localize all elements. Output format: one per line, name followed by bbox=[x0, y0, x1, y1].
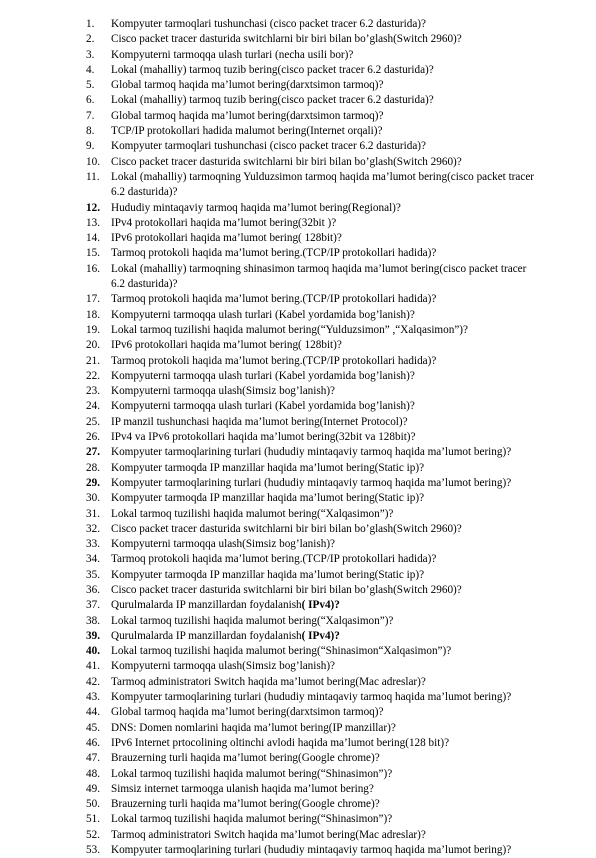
list-item bbox=[0, 445, 596, 460]
list-item bbox=[0, 568, 596, 583]
list-item bbox=[0, 690, 596, 705]
question-text: Cisco packet tracer dasturida switchlarni bir biri bilan bo’glash(Switch 2960)? bbox=[111, 583, 462, 596]
list-item bbox=[0, 828, 596, 843]
question-text: Lokal tarmoq tuzilishi haqida malumot bering(“Shinasimon”)? bbox=[111, 813, 393, 826]
question-text: Tarmoq administratori Switch haqida ma’lumot bering(Mac adreslar)? bbox=[111, 828, 426, 841]
item-number: 33. bbox=[86, 538, 100, 551]
item-number: 16. bbox=[86, 262, 100, 275]
list-item bbox=[0, 476, 596, 491]
item-number: 3. bbox=[86, 48, 95, 61]
item-number: 29. bbox=[86, 476, 100, 489]
question-text: Kompyuter tarmoqlarining turlari (hududiy mintaqaviy tarmoq haqida ma’lumot bering)? bbox=[111, 844, 512, 857]
question-text: Qurulmalarda IP manzillardan foydalanish bbox=[111, 599, 302, 612]
list-item bbox=[0, 644, 596, 659]
question-text: Hududiy mintaqaviy tarmoq haqida ma’lumot bering(Regional)? bbox=[111, 201, 401, 214]
question-text: Global tarmoq haqida ma’lumot bering(darxtsimon tarmoq)? bbox=[111, 706, 384, 719]
list-item bbox=[0, 721, 596, 736]
list-item bbox=[0, 231, 596, 246]
item-number: 15. bbox=[86, 247, 100, 260]
list-item bbox=[0, 461, 596, 476]
list-item bbox=[0, 201, 596, 216]
item-number: 40. bbox=[86, 645, 100, 658]
item-number: 20. bbox=[86, 339, 100, 352]
question-text: IPv6 Internet prtocolining oltinchi avlodi haqida ma’lumot bering(128 bit)? bbox=[111, 736, 450, 749]
list-item bbox=[0, 292, 596, 307]
question-text: Kompyuterni tarmoqqa ulash turlari (Kabel yordamida bog’lanish)? bbox=[111, 369, 415, 382]
list-item bbox=[0, 369, 596, 384]
item-number: 50. bbox=[86, 798, 100, 811]
list-item bbox=[0, 139, 596, 154]
item-number: 7. bbox=[86, 109, 95, 122]
item-number: 17. bbox=[86, 293, 100, 306]
list-item bbox=[0, 216, 596, 231]
list-item bbox=[0, 415, 596, 430]
question-text: Lokal tarmoq tuzilishi haqida malumot bering(“Xalqasimon”)? bbox=[111, 614, 394, 627]
item-number: 51. bbox=[86, 813, 100, 826]
list-item bbox=[0, 323, 596, 338]
list-item bbox=[0, 782, 596, 797]
question-text: Kompyuter tarmoqlarining turlari (hududiy mintaqaviy tarmoq haqida ma’lumot bering)? bbox=[111, 446, 512, 459]
list-item bbox=[0, 614, 596, 629]
question-text: Kompyuterni tarmoqqa ulash(Simsiz bog’lanish)? bbox=[111, 538, 336, 551]
list-item bbox=[0, 675, 596, 690]
list-item bbox=[0, 507, 596, 522]
question-text: Kompyuterni tarmoqqa ulash(Simsiz bog’lanish)? bbox=[111, 660, 336, 673]
list-item bbox=[0, 63, 596, 78]
item-number: 39. bbox=[86, 629, 100, 642]
list-item bbox=[0, 338, 596, 353]
item-number: 35. bbox=[86, 568, 100, 581]
item-number: 46. bbox=[86, 736, 100, 749]
list-item bbox=[0, 354, 596, 369]
question-text: Tarmoq protokoli haqida ma’lumot bering.(TCP/IP protokollari hadida)? bbox=[111, 354, 437, 367]
list-item bbox=[0, 629, 596, 644]
list-item bbox=[0, 552, 596, 567]
list-item bbox=[0, 124, 596, 139]
question-text: Lokal (mahalliy) tarmoqning shinasimon tarmoq haqida ma’lumot bering(cisco packet tracer 6.2 dasturida)? bbox=[111, 262, 527, 291]
question-text: IPv4 va IPv6 protokollari haqida ma’lumot bering(32bit va 128bit)? bbox=[111, 431, 416, 444]
question-text: Lokal (mahalliy) tarmoqning Yulduzsimon tarmoq haqida ma’lumot bering(cisco packet tracer 6.2 dasturida)? bbox=[111, 170, 535, 199]
item-number: 23. bbox=[86, 385, 100, 398]
question-text: Lokal (mahalliy) tarmoq tuzib bering(cisco packet tracer 6.2 dasturida)? bbox=[111, 94, 434, 107]
item-number: 53. bbox=[86, 844, 100, 857]
list-item bbox=[0, 170, 596, 201]
item-number: 36. bbox=[86, 583, 100, 596]
question-text: Kompyuter tarmoqda IP manzillar haqida ma’lumot bering(Static ip)? bbox=[111, 492, 425, 505]
list-item bbox=[0, 109, 596, 124]
question-text: Cisco packet tracer dasturida switchlarni bir biri bilan bo’glash(Switch 2960)? bbox=[111, 33, 462, 46]
item-number: 43. bbox=[86, 691, 100, 704]
question-text: Lokal (mahalliy) tarmoq tuzib bering(cisco packet tracer 6.2 dasturida)? bbox=[111, 63, 434, 76]
question-text: IPv6 protokollari haqida ma’lumot bering( 128bit)? bbox=[111, 232, 342, 245]
list-item bbox=[0, 93, 596, 108]
question-text: Brauzerning turli haqida ma’lumot bering(Google chrome)? bbox=[111, 798, 380, 811]
item-number: 13. bbox=[86, 216, 100, 229]
item-number: 31. bbox=[86, 507, 100, 520]
item-number: 48. bbox=[86, 767, 100, 780]
item-number: 32. bbox=[86, 522, 100, 535]
list-item bbox=[0, 736, 596, 751]
item-number: 11. bbox=[86, 170, 100, 183]
item-number: 45. bbox=[86, 721, 100, 734]
question-text: Global tarmoq haqida ma’lumot bering(darxtsimon tarmoq)? bbox=[111, 79, 384, 92]
list-item bbox=[0, 384, 596, 399]
question-text: TCP/IP protokollari hadida malumot bering(Internet orqali)? bbox=[111, 125, 383, 138]
question-text: Tarmoq administratori Switch haqida ma’lumot bering(Mac adreslar)? bbox=[111, 675, 426, 688]
item-number: 42. bbox=[86, 675, 100, 688]
question-text: Kompyuter tarmoqlari tushunchasi (cisco packet tracer 6.2 dasturida)? bbox=[111, 140, 426, 153]
item-number: 14. bbox=[86, 232, 100, 245]
question-text: Simsiz internet tarmoqga ulanish haqida ma’lumot bering? bbox=[111, 782, 374, 795]
list-item bbox=[0, 583, 596, 598]
item-number: 38. bbox=[86, 614, 100, 627]
question-text: Tarmoq protokoli haqida ma’lumot bering.(TCP/IP protokollari hadida)? bbox=[111, 553, 437, 566]
item-number: 12. bbox=[86, 201, 100, 214]
question-text-bold-suffix: ( IPv4)? bbox=[301, 629, 340, 642]
list-item bbox=[0, 843, 596, 858]
list-item bbox=[0, 246, 596, 261]
item-number: 21. bbox=[86, 354, 100, 367]
item-number: 41. bbox=[86, 660, 100, 673]
list-item bbox=[0, 705, 596, 720]
list-item bbox=[0, 491, 596, 506]
item-number: 4. bbox=[86, 63, 95, 76]
question-text: DNS: Domen nomlarini haqida ma’lumot bering(IP manzillar)? bbox=[111, 721, 396, 734]
question-text: IP manzil tushunchasi haqida ma’lumot bering(Internet Protocol)? bbox=[111, 415, 408, 428]
question-text: Tarmoq protokoli haqida ma’lumot bering.(TCP/IP protokollari hadida)? bbox=[111, 247, 437, 260]
item-number: 1. bbox=[86, 18, 95, 30]
list-item bbox=[0, 399, 596, 414]
list-item bbox=[0, 32, 596, 47]
question-text: Tarmoq protokoli haqida ma’lumot bering.(TCP/IP protokollari hadida)? bbox=[111, 293, 437, 306]
question-list bbox=[0, 17, 596, 858]
question-text: Lokal tarmoq tuzilishi haqida malumot bering(“Yulduzsimon” ,“Xalqasimon”)? bbox=[111, 323, 468, 336]
question-text: Qurulmalarda IP manzillardan foydalanish bbox=[111, 629, 302, 642]
item-number: 27. bbox=[86, 446, 100, 459]
question-text: Lokal tarmoq tuzilishi haqida malumot bering(“Shinasimon“Xalqasimon”)? bbox=[111, 645, 452, 658]
item-number: 24. bbox=[86, 400, 100, 413]
question-text: IPv4 protokollari haqida ma’lumot bering(32bit )? bbox=[111, 216, 337, 229]
question-text: Kompyuter tarmoqlari tushunchasi (cisco packet tracer 6.2 dasturida)? bbox=[111, 18, 426, 30]
item-number: 19. bbox=[86, 323, 100, 336]
item-number: 25. bbox=[86, 415, 100, 428]
item-number: 49. bbox=[86, 782, 100, 795]
item-number: 52. bbox=[86, 828, 100, 841]
item-number: 44. bbox=[86, 706, 100, 719]
question-text: Kompyuter tarmoqda IP manzillar haqida ma’lumot bering(Static ip)? bbox=[111, 461, 425, 474]
list-item bbox=[0, 155, 596, 170]
list-item bbox=[0, 308, 596, 323]
list-item bbox=[0, 797, 596, 812]
list-item bbox=[0, 598, 596, 613]
item-number: 6. bbox=[86, 94, 95, 107]
list-item bbox=[0, 767, 596, 782]
question-text: Kompyuterni tarmoqqa ulash(Simsiz bog’lanish)? bbox=[111, 385, 336, 398]
item-number: 34. bbox=[86, 553, 100, 566]
question-text: Lokal tarmoq tuzilishi haqida malumot bering(“Shinasimon”)? bbox=[111, 767, 393, 780]
question-text-bold-suffix: ( IPv4)? bbox=[301, 599, 340, 612]
question-text: Kompyuter tarmoqlarining turlari (hududiy mintaqaviy tarmoq haqida ma’lumot bering)? bbox=[111, 476, 512, 489]
question-text: Kompyuter tarmoqda IP manzillar haqida ma’lumot bering(Static ip)? bbox=[111, 568, 425, 581]
item-number: 30. bbox=[86, 492, 100, 505]
question-text: Kompyuter tarmoqlarining turlari (hududiy mintaqaviy tarmoq haqida ma’lumot bering)? bbox=[111, 691, 512, 704]
question-text: Kompyuterni tarmoqqa ulash turlari (Kabel yordamida bog’lanish)? bbox=[111, 308, 415, 321]
list-item bbox=[0, 659, 596, 674]
item-number: 47. bbox=[86, 752, 100, 765]
item-number: 10. bbox=[86, 155, 100, 168]
item-number: 9. bbox=[86, 140, 95, 153]
question-text: Kompyuterni tarmoqqa ulash turlari (Kabel yordamida bog’lanish)? bbox=[111, 400, 415, 413]
question-text: Kompyuterni tarmoqqa ulash turlari (necha usili bor)? bbox=[111, 48, 354, 61]
item-number: 37. bbox=[86, 599, 100, 612]
item-number: 18. bbox=[86, 308, 100, 321]
question-text: IPv6 protokollari haqida ma’lumot bering( 128bit)? bbox=[111, 339, 342, 352]
item-number: 5. bbox=[86, 79, 95, 92]
question-text: Cisco packet tracer dasturida switchlarni bir biri bilan bo’glash(Switch 2960)? bbox=[111, 522, 462, 535]
list-item bbox=[0, 522, 596, 537]
item-number: 26. bbox=[86, 431, 100, 444]
question-text: Cisco packet tracer dasturida switchlarni bir biri bilan bo’glash(Switch 2960)? bbox=[111, 155, 462, 168]
list-item bbox=[0, 78, 596, 93]
question-text: Brauzerning turli haqida ma’lumot bering(Google chrome)? bbox=[111, 752, 380, 765]
list-item bbox=[0, 812, 596, 827]
list-item bbox=[0, 430, 596, 445]
list-item bbox=[0, 537, 596, 552]
question-text: Global tarmoq haqida ma’lumot bering(darxtsimon tarmoq)? bbox=[111, 109, 384, 122]
item-number: 2. bbox=[86, 33, 95, 46]
list-item bbox=[0, 751, 596, 766]
list-item bbox=[0, 17, 596, 32]
list-item bbox=[0, 48, 596, 63]
list-item bbox=[0, 262, 596, 293]
item-number: 28. bbox=[86, 461, 100, 474]
item-number: 8. bbox=[86, 125, 95, 138]
item-number: 22. bbox=[86, 369, 100, 382]
question-text: Lokal tarmoq tuzilishi haqida malumot bering(“Xalqasimon”)? bbox=[111, 507, 394, 520]
